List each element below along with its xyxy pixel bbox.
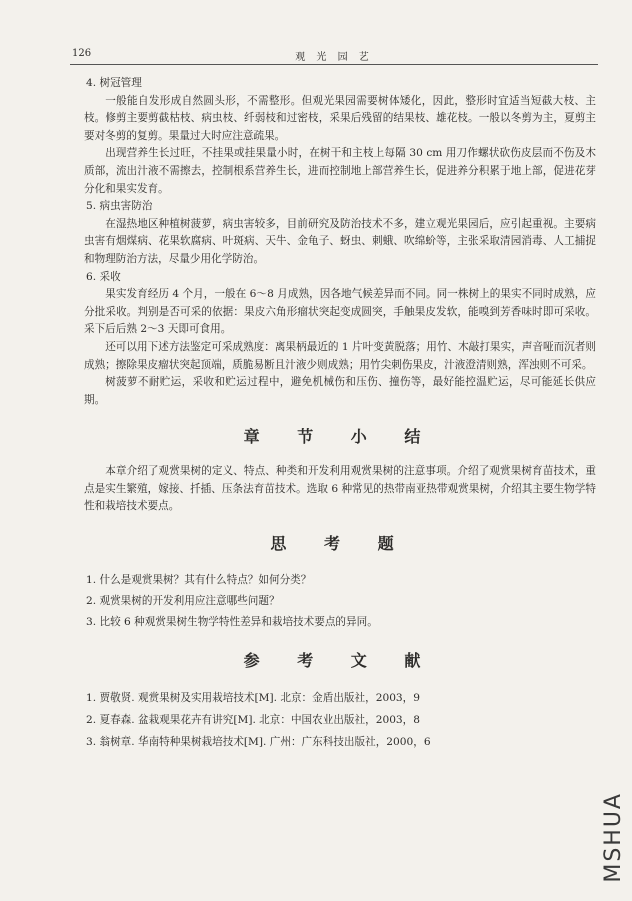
questions-list bbox=[84, 570, 596, 633]
reference-item: 1. 贾敬贤. 观赏果树及实用栽培技术[M]. 北京：金盾出版社，2003，9 bbox=[86, 692, 421, 705]
question-item: 1. 什么是观赏果树？其有什么特点？如何分类？ bbox=[86, 574, 312, 587]
running-title: 观 光 园 艺 bbox=[295, 52, 373, 63]
page-number: 126 bbox=[72, 48, 92, 59]
chapter-summary-heading: 章 节 小 结 bbox=[243, 427, 437, 447]
section-6-paragraph-2: 还可以用下述方法鉴定可采成熟度：离果柄最近的 1 片叶变黄脱落；用竹、木敲打果实，声音哑而沉者则成熟；擦除果皮瘤状突起顶端，质脆易断且汁液少则成熟；用竹尖刺伤果皮，汁液澄清则熟，浑浊则不可采。 bbox=[84, 340, 596, 371]
section-4-title: 4. 树冠管理 bbox=[86, 77, 142, 89]
chapter-summary-text: 本章介绍了观赏果树的定义、特点、种类和开发利用观赏果树的注意事项。介绍了观赏果树育苗技术，重点是实生繁殖，嫁接、扦插、压条法育苗技术。选取 6 种常见的热带南亚热带观赏果树，介绍其主要生物学特性和栽培技术要点。 bbox=[84, 465, 596, 513]
section-5-title: 5. 病虫害防治 bbox=[86, 200, 153, 213]
page-header bbox=[70, 48, 598, 65]
page-content bbox=[84, 75, 596, 753]
watermark-text: MSHUA bbox=[601, 792, 626, 883]
section-4-paragraph-2: 出现营养生长过旺，不挂果或挂果量小时，在树干和主枝上每隔 30 cm 用刀作螺状砍伤皮层而不伤及木质部，流出汁液不需擦去，控制根系营养生长，进而控制地上部营养生长，促进养分积累于地上部，促进花芽分化和果实发育。 bbox=[84, 147, 596, 195]
reference-item: 2. 夏春森. 盆栽观果花卉有讲究[M]. 北京：中国农业出版社，2003，8 bbox=[86, 714, 421, 727]
question-item: 3. 比较 6 种观赏果树生物学特性差异和栽培技术要点的异同。 bbox=[86, 616, 378, 629]
reference-item: 3. 翁树章. 华南特种果树栽培技术[M]. 广州：广东科技出版社，2000，6 bbox=[86, 736, 431, 749]
section-6-paragraph-3: 树菠萝不耐贮运，采收和贮运过程中，避免机械伤和压伤、撞伤等，最好能控温贮运，尽可能延长供应期。 bbox=[84, 376, 596, 406]
references-list bbox=[84, 687, 596, 753]
question-item: 2. 观赏果树的开发利用应注意哪些问题？ bbox=[86, 595, 280, 608]
section-4-paragraph-1: 一般能自发形成自然圆头形，不需整形。但观光果园需要树体矮化，因此，整形时宜适当短截大枝、主枝。修剪主要剪截枯枝、病虫枝、纤弱枝和过密枝，采果后残留的结果枝、雄花枝。一般以冬剪为主，夏剪主要对冬剪的复剪。果量过大时应注意疏果。 bbox=[84, 94, 596, 142]
references-heading: 参 考 文 献 bbox=[243, 651, 437, 671]
section-5-paragraph-1: 在湿热地区种植树菠萝，病虫害较多，目前研究及防治技术不多，建立观光果园后，应引起重视。主要病虫害有烟煤病、花果软腐病、叶斑病、天牛、金龟子、蚜虫、刺蛾、吹绵蚧等，主张采取清园消毒、人工捕捉和物理防治方法，尽量少用化学防治。 bbox=[84, 217, 596, 265]
questions-heading: 思 考 题 bbox=[270, 534, 410, 554]
section-6-title: 6. 采收 bbox=[86, 270, 121, 283]
section-6-paragraph-1: 果实发育经历 4 个月，一般在 6～8 月成熟，因各地气候差异而不同。同一株树上的果实不同时成熟，应分批采收。判别是否可采的依据：果皮六角形瘤状突起变成圆突，手触果皮发软，能嗅到芳香味时即可采收。采下后后熟 2～3 天即可食用。 bbox=[84, 288, 596, 336]
